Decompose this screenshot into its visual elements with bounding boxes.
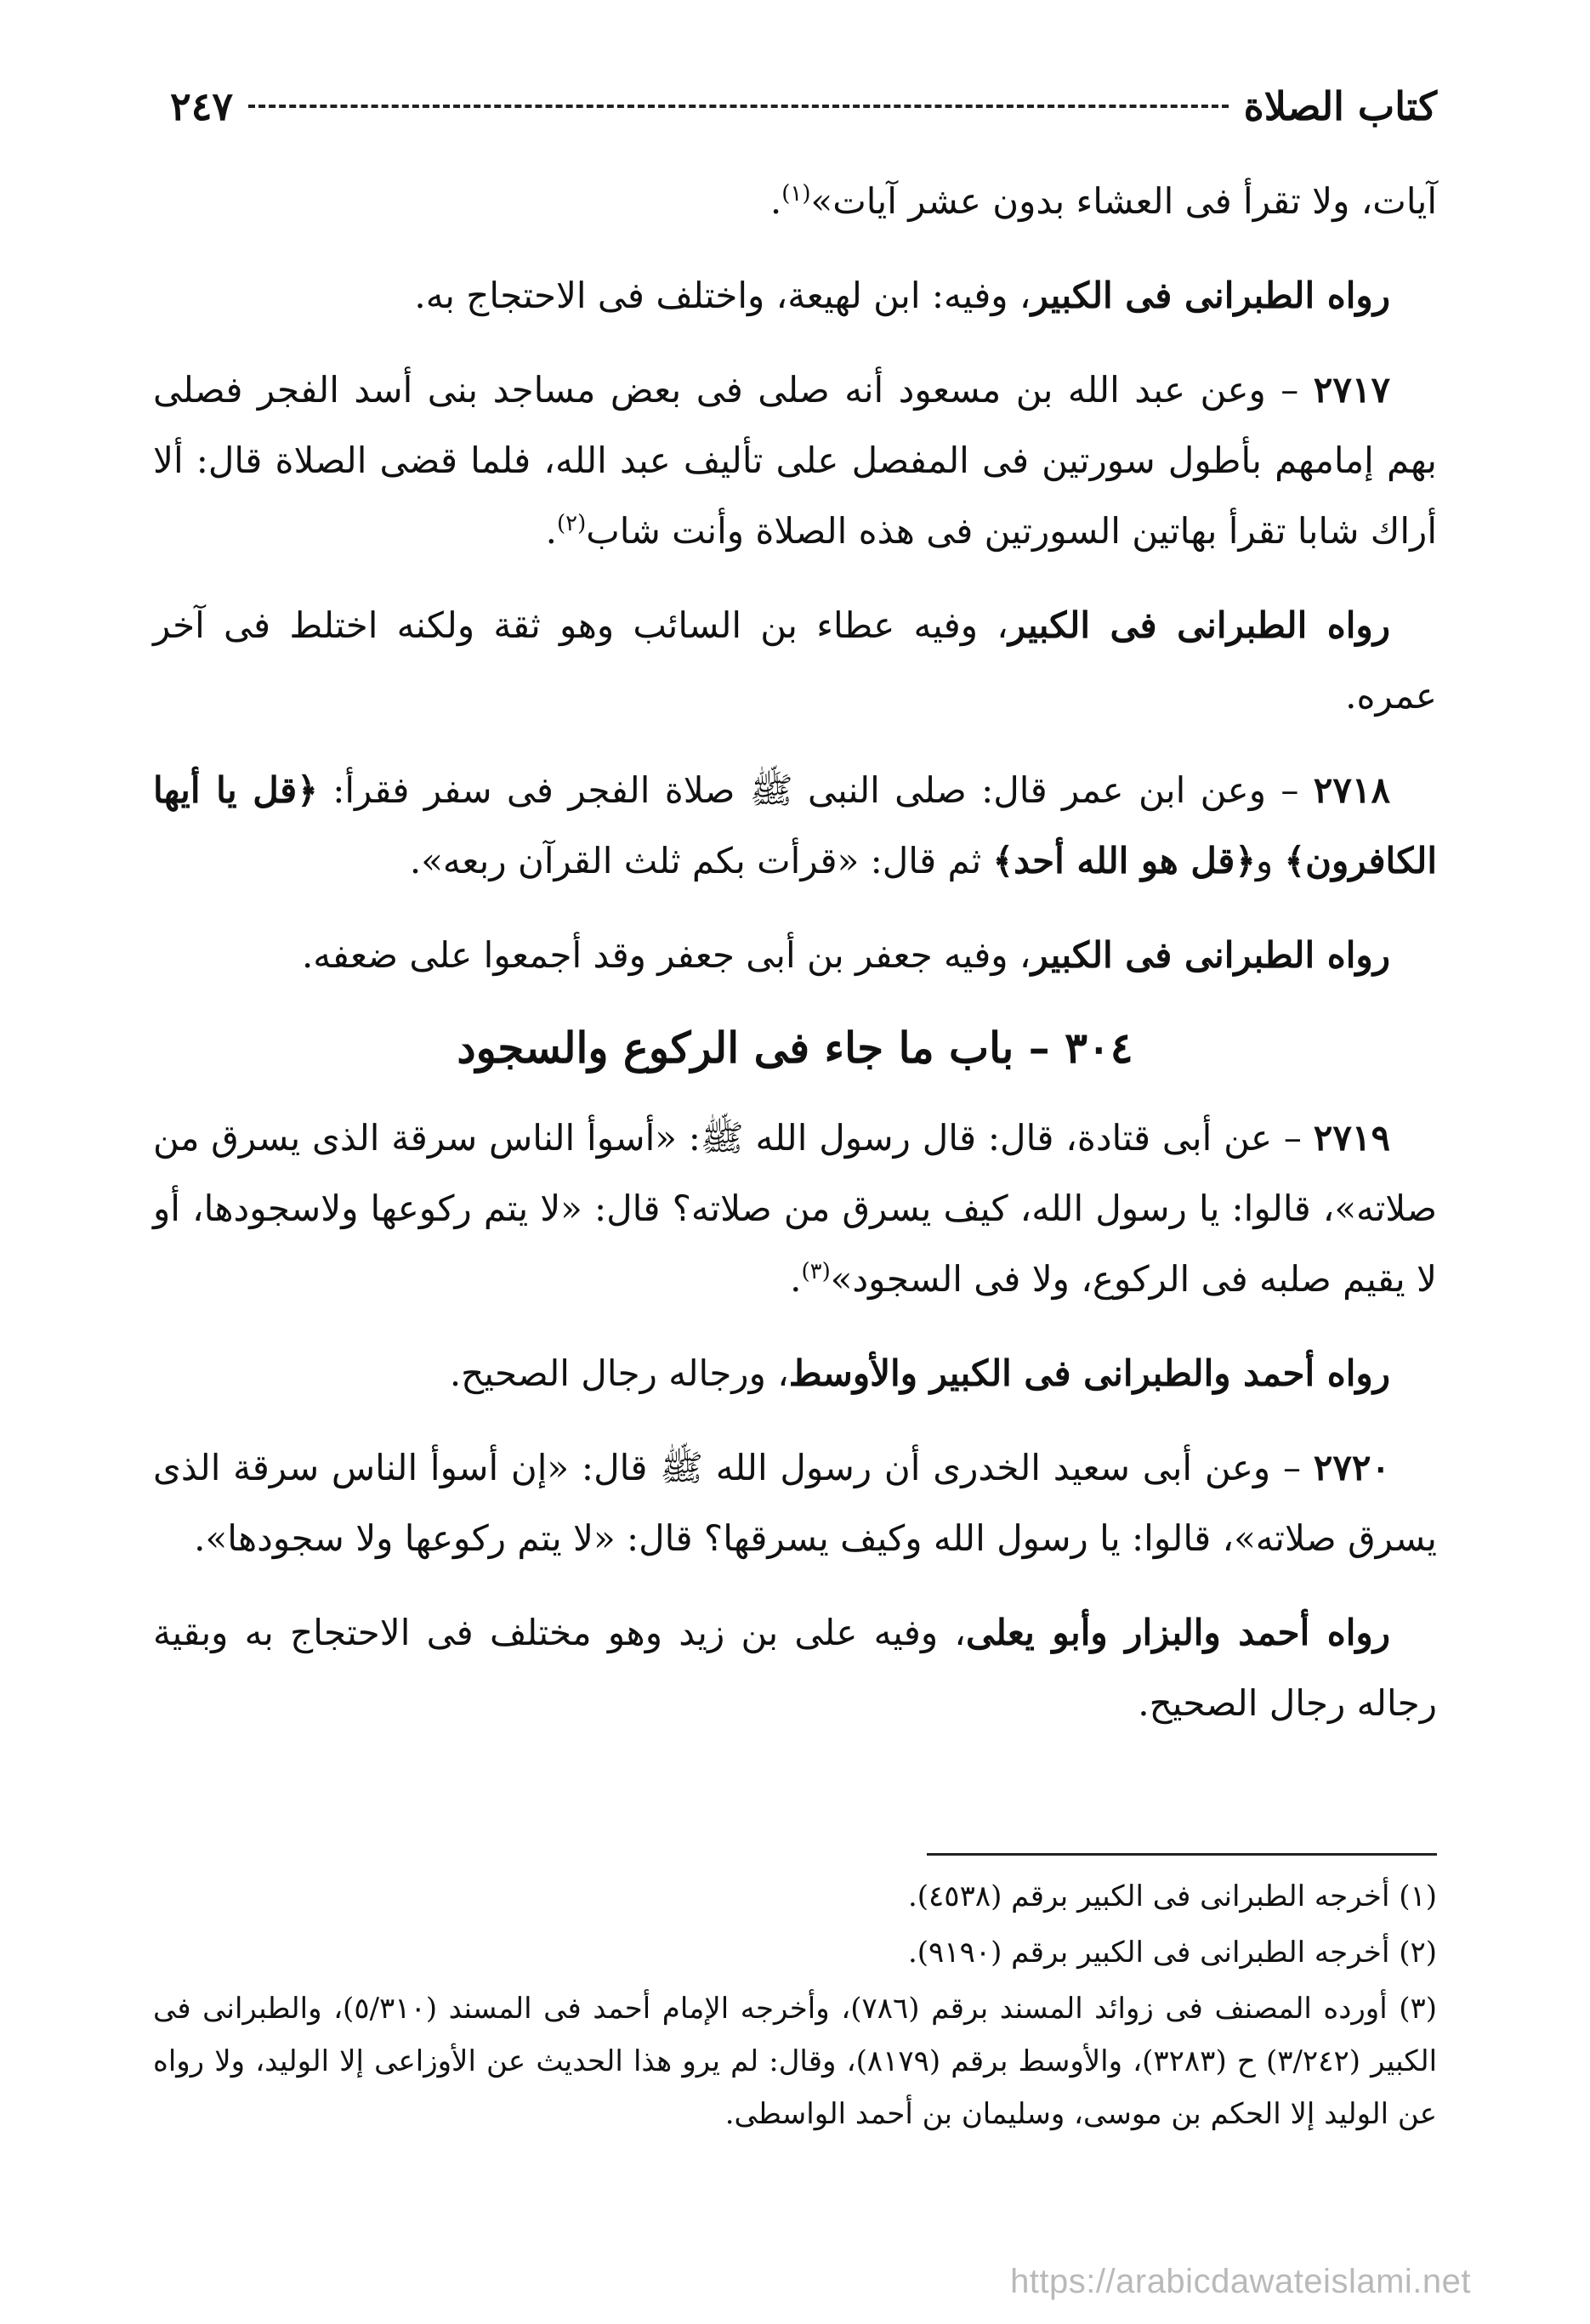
footnote-3: (٣) أورده المصنف فى زوائد المسند برقم (٧٨٦)، وأخرجه الإمام أحمد فى المسند (٥/٣١٠)، والطبرانى فى الكبير (٣/٢٤٢) ح (٣٢٨٣)، والأوسط برقم (٨١٧٩)، وقال: لم يرو هذا الحديث عن الأوزاعى إلا الوليد، ولا رواه عن الوليد إلا الحكم بن موسى، وسليمان بن أحمد الواسطى. (153, 1992, 1438, 2131)
source-note (153, 590, 1437, 731)
source-attribution: رواه أحمد والطبرانى فى الكبير والأوسط (788, 1352, 1390, 1394)
source-note (153, 260, 1437, 331)
footnote-ref: (٣) (801, 1259, 831, 1284)
hadith-number: ٢٧١٩ (1313, 1117, 1390, 1159)
source-note (153, 1597, 1437, 1738)
running-header (170, 77, 1437, 136)
source-note-text: ، وفيه جعفر بن أبى جعفر وقد أجمعوا على ضعفه. (301, 934, 1031, 976)
hadith-text: ثم قال: «قرأت بكم ثلث القرآن ربعه». (409, 840, 993, 881)
hadith-text: و (1255, 840, 1285, 881)
quran-citation: ﴿قل هو الله أحد﴾ (992, 840, 1256, 881)
hadith-number: ٢٧١٨ (1313, 769, 1390, 811)
source-attribution: رواه أحمد والبزار وأبو يعلى (965, 1612, 1390, 1653)
source-attribution: رواه الطبرانى فى الكبير (1031, 934, 1390, 976)
paragraph-tail: . (769, 180, 782, 222)
hadith-2718 (153, 755, 1437, 896)
source-note (153, 1338, 1437, 1409)
footnote-ref: (٢) (556, 511, 587, 536)
source-note-text: ، وفيه على بن زيد وهو مختلف فى الاحتجاج به وبقية رجاله رجال الصحيح. (153, 1612, 1437, 1724)
quran-citation: ﴿قل يا أيها الكافرون﴾ (153, 769, 1437, 881)
hadith-2720 (153, 1432, 1437, 1573)
footnote-1: (١) أخرجه الطبرانى فى الكبير برقم (٤٥٣٨). (907, 1879, 1437, 1913)
source-note-text: ، ورجاله رجال الصحيح. (449, 1352, 789, 1394)
page-number: ٢٤٧ (170, 83, 234, 129)
hadith-2717 (153, 354, 1437, 566)
header-dashed-rule (248, 105, 1229, 108)
source-note (153, 920, 1437, 990)
hadith-2719 (153, 1102, 1437, 1314)
hadith-text: – عن أبى قتادة، قال: قال رسول الله ﷺ: «أسوأ الناس سرقة الذى يسرق من صلاته»، قالوا: يا رسول الله، كيف يسرق من صلاته؟ قال: «لا يتم ركوعها ولاسجودها، أو لا يقيم صلبه فى الركوع، ولا فى السجود» (153, 1117, 1437, 1300)
chapter-heading: ٣٠٤ – باب ما جاء فى الركوع والسجود (457, 1023, 1133, 1073)
hadith-text: – وعن أبى سعيد الخدرى أن رسول الله ﷺ قال: «إن أسوأ الناس سرقة الذى يسرق صلاته»، قالوا: يا رسول الله وكيف يسرقها؟ قال: «لا يتم ركوعها ولا سجودها». (153, 1447, 1437, 1559)
footnotes (153, 1870, 1437, 2144)
hadith-text: – وعن ابن عمر قال: صلى النبى ﷺ صلاة الفجر فى سفر فقرأ: (317, 769, 1314, 811)
footnote-ref: (١) (781, 181, 811, 207)
hadith-number: ٢٧١٧ (1313, 369, 1390, 411)
hadith-number: ٢٧٢٠ (1313, 1447, 1390, 1488)
hadith-text: – وعن عبد الله بن مسعود أنه صلى فى بعض مساجد بنى أسد الفجر فصلى بهم إمامهم بأطول سورتين فى المفصل على تأليف عبد الله، فلما قضى الصلاة قال: ألا أراك شابا تقرأ بهاتين السورتين فى هذه الصلاة وأنت شاب (153, 369, 1437, 552)
source-attribution: رواه الطبرانى فى الكبير (1008, 604, 1390, 646)
footnote-separator (927, 1853, 1437, 1856)
main-text (153, 166, 1437, 1762)
hadith-tail: . (790, 1258, 802, 1300)
watermark-url: https://arabicdawateislami.net (1010, 2263, 1471, 2300)
footnote-2: (٢) أخرجه الطبرانى فى الكبير برقم (٩١٩٠). (907, 1936, 1437, 1970)
source-note-text: ، وفيه: ابن لهيعة، واختلف فى الاحتجاج به. (414, 275, 1031, 316)
hadith-tail: . (545, 510, 557, 552)
paragraph-text: آيات، ولا تقرأ فى العشاء بدون عشر آيات» (810, 180, 1437, 222)
paragraph-continuation (153, 166, 1437, 236)
book-title: كتاب الصلاة (1243, 83, 1437, 129)
source-note-text: ، وفيه عطاء بن السائب وهو ثقة ولكنه اختلط فى آخر عمره. (153, 604, 1437, 717)
source-attribution: رواه الطبرانى فى الكبير (1031, 275, 1390, 316)
